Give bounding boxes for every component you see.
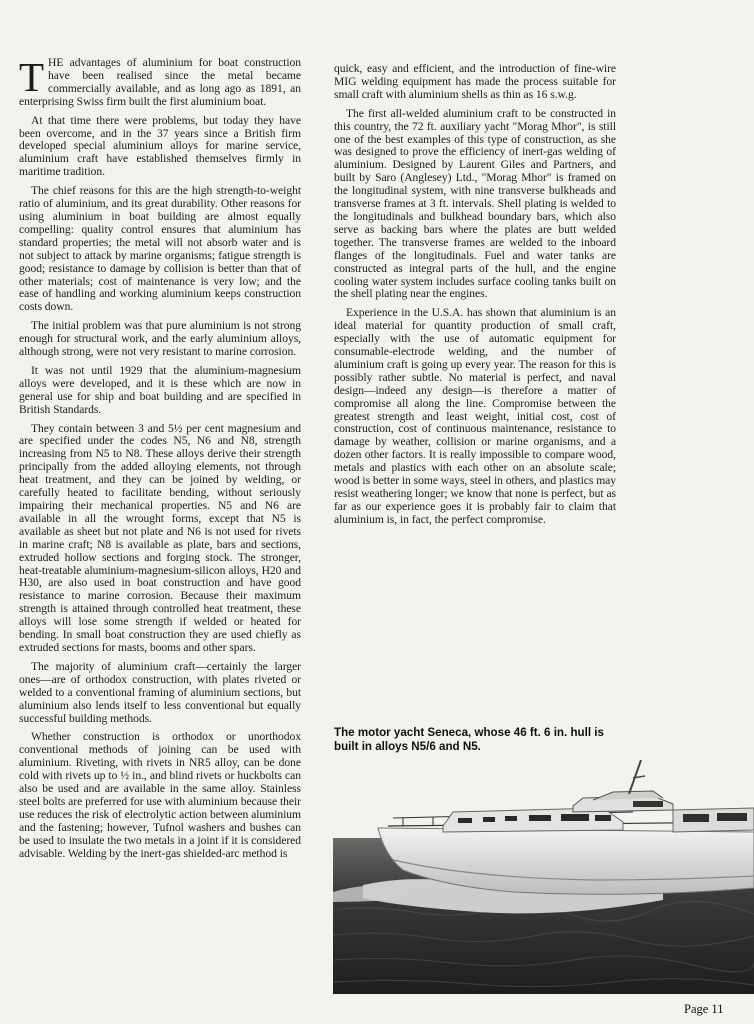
drop-cap: T (19, 54, 44, 100)
paragraph: They contain between 3 and 5½ per cent magnesium and are specified under the codes N5, N6 and N8, strength increasing from N5 to N8. These alloys derive their strength principally from the added alloying elements, not through heat treatment, and they can be joined by welding, or carefully heated to facilitate bending, without seriously impairing their mechanical properties. N5 and N6 are available in all the wrought forms, except that N5 is available as sheet but not plate and N6 is not used for rivets in marine craft; N8 is available as plate, bars and sections, extruded hollow sections and forging stock. The stronger, heat-treatable aluminium-magnesium-silicon alloys, H20 and H30, are also used in boat construction and have good resistance to marine corrosion. Because their maximum strength is attained through controlled heat treatment, these alloys will lose some strength if welded or heated for bending. In small boat construction they are used chiefly as extruded sections for masts, booms and other spars. (19, 421, 301, 654)
paragraph: Experience in the U.S.A. has shown that aluminium is an ideal material for quantity production of small craft, especially with the use of automatic equipment for consumable-electrode welding, and the number of aluminium craft is going up every year. The reason for this is possibly rather subtle. No material is perfect, and naval design—indeed any design—is therefore a matter of compromise all along the line. Compromise between the greatest strength and least weight, initial cost, cost of construction, cost of continuous maintenance, resistance to damage by weather, collision or marine organisms, and a dozen other factors. It is really impossible to compare wood, metals and plastics with each other on an absolute scale; wood is better in some ways, steel in others, and plastics may resist weathering longer; we know that none is perfect, but as far as our experience goes it is probably fair to claim that aluminium is, in fact, the perfect compromise. (334, 306, 616, 526)
paragraph: It was not until 1929 that the aluminium-magnesium alloys were developed, and it is these which are now in general use for ship and boat building and are specified in British Standards. (19, 363, 301, 416)
paragraph: The chief reasons for this are the high strength-to-weight ratio of aluminium, and its great durability. Other reasons for using aluminium in boat building are almost equally compelling: quality control ensures that aluminium has standard properties; the metal will not absorb water and is not subject to attack by marine organisms; fatigue strength is good; resistance to damage by collision is better than that of other materials; cost of maintenance is very low; and the ease of handling and working aluminium keeps construction costs down. (19, 184, 301, 314)
paragraph: quick, easy and efficient, and the introduction of fine-wire MIG welding equipment has made the process suitable for small craft with aluminium shells as thin as 16 s.w.g. (334, 62, 616, 101)
right-column (334, 63, 616, 533)
left-column (19, 54, 301, 866)
paragraph: The majority of aluminium craft—certainly the larger ones—are of orthodox construction, with plates riveted or welded to a conventional framing of aluminium sections, but aluminium also lends itself to less conventional but equally successful building methods. (19, 659, 301, 725)
paragraph: At that time there were problems, but today they have been overcome, and in the 37 years since a British firm developed special aluminium alloys for marine service, aluminium craft have established themselves firmly in maritime tradition. (19, 113, 301, 179)
paragraph: Whether construction is orthodox or unorthodox conventional methods of joining can be used with aluminium. Riveting, with rivets in NR5 alloy, can be done cold with rivets up to ½ in., and blind rivets or huckbolts can also be used and are available in the same alloy. Stainless steel bolts are preferred for use with aluminium because their use reduces the risk of electrolytic action between aluminium and the fastening; however, Tufnol washers and bushes can be used to insulate the two metals in a joint if it is considered advisable. Welding by the inert-gas shielded-arc method is (19, 730, 301, 860)
yacht-illustration (333, 760, 754, 994)
page-number: Page 11 (684, 1002, 724, 1016)
photo-caption: The motor yacht Seneca, whose 46 ft. 6 in. hull is built in alloys N5/6 and N5. (334, 726, 604, 753)
motor-yacht-photo (333, 760, 754, 994)
paragraph: THE advantages of aluminium for boat construction have been realised since the metal became commercially available, and as long ago as 1891, an enterprising Swiss firm built the first aluminium boat. (19, 54, 301, 108)
paragraph: The initial problem was that pure aluminium is not strong enough for structural work, and the early aluminium alloys, although strong, were not very resistant to marine corrosion. (19, 319, 301, 359)
paragraph: The first all-welded aluminium craft to be constructed in this country, the 72 ft. auxiliary yacht "Morag Mhor", is still one of the best examples of this type of construction, as she was designed to prove the efficiency of inert-gas welding of aluminium. Designed by Laurent Giles and Partners, and built by Saro (Anglesey) Ltd., "Morag Mhor" is framed on the longitudinal system, with nine transverse bulkheads and transverse frames at 3 ft. intervals. Shell plating is welded to the longitudinals and bulkhead boundary bars, which also serve as backing bars where the plates are butt welded together. The transverse frames are welded to the inboard flanges of the longitudinals. Fuel and water tanks are constructed as integral parts of the hull, and the engine cooling water system includes surface cooling tanks built on the shell plating near the engines. (334, 106, 616, 301)
